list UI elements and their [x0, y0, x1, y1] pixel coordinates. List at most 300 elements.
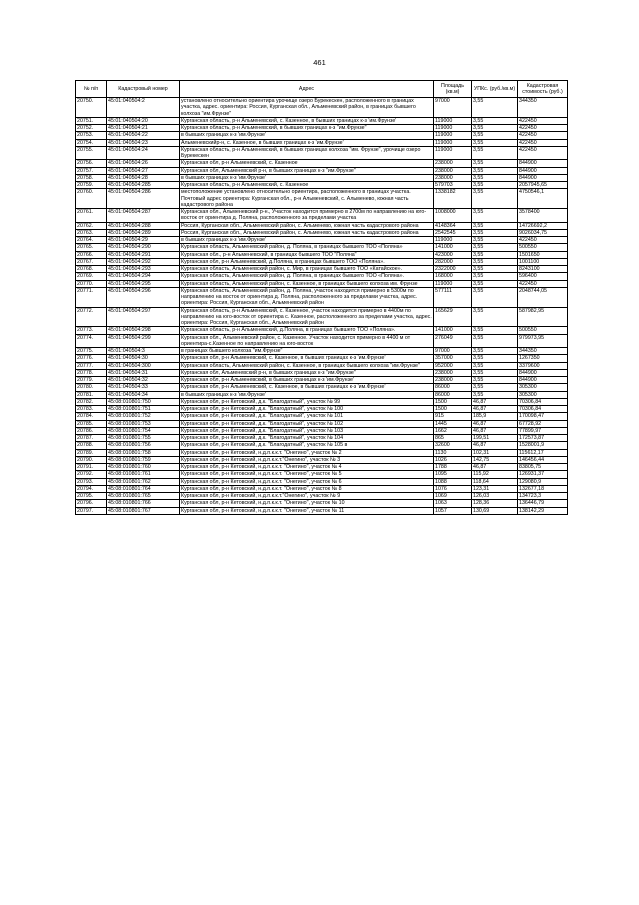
address-cell: Россия, Курганская обл., Альменевский район, с. Альменево, южная часть кадастрового района	[180, 222, 434, 229]
cost-cell: 305300	[518, 391, 568, 398]
cost-cell: 844900	[518, 160, 568, 167]
upks-cell: 142,75	[472, 456, 518, 463]
table-row	[76, 464, 568, 471]
table-row	[76, 384, 568, 391]
address-cell: Курганская область, р-н Альменевский, с. Казенное, в бывших границах к-з 'им.Фрунзе'	[180, 117, 434, 124]
header-cost: Кадастровая стоимость (руб.)	[518, 81, 568, 98]
row-num-cell: 20759.	[76, 182, 107, 189]
address-cell: Курганская область, Альменевский район, д. Поляна, в границах бывшего ТОО «Поляна».	[180, 273, 434, 280]
cadastral-number-cell: 45:01:040504:287	[107, 209, 180, 223]
area-cell: 1026	[434, 456, 472, 463]
address-cell: в бывших границах к-з 'им.Фрунзе'	[180, 237, 434, 244]
upks-cell: 3,55	[472, 287, 518, 307]
table-row	[76, 362, 568, 369]
row-num-cell: 20790.	[76, 456, 107, 463]
table-row	[76, 287, 568, 307]
row-num-cell: 20793.	[76, 478, 107, 485]
upks-cell: 3,55	[472, 384, 518, 391]
cost-cell: 67728,92	[518, 420, 568, 427]
cadastral-number-cell: 45:01:040504:299	[107, 334, 180, 348]
row-num-cell: 20770.	[76, 280, 107, 287]
cadastral-number-cell: 45:01:040504:285	[107, 182, 180, 189]
upks-cell: 46,87	[472, 442, 518, 449]
cost-cell: 2048744,05	[518, 287, 568, 307]
table-row	[76, 471, 568, 478]
upks-cell: 3,55	[472, 369, 518, 376]
row-num-cell: 20760.	[76, 189, 107, 209]
table-row	[76, 493, 568, 500]
upks-cell: 3,55	[472, 146, 518, 160]
row-num-cell: 20772.	[76, 307, 107, 327]
upks-cell: 3,55	[472, 209, 518, 223]
table-row	[76, 355, 568, 362]
cost-cell: 8243100	[518, 266, 568, 273]
area-cell: 97000	[434, 98, 472, 118]
row-num-cell: 20778.	[76, 369, 107, 376]
cadastral-number-cell: 45:01:040504:3	[107, 348, 180, 355]
cadastral-number-cell: 45:08:010801:765	[107, 493, 180, 500]
upks-cell: 3,55	[472, 189, 518, 209]
area-cell: 1057	[434, 507, 472, 514]
address-cell: Курганская обл, р-н Кетовский, д.к. "Благодатный", участок № 99	[180, 398, 434, 405]
cost-cell: 136446,79	[518, 500, 568, 507]
cost-cell: 129080,9	[518, 478, 568, 485]
cost-cell: 146456,44	[518, 456, 568, 463]
cadastral-number-cell: 45:01:040504:20	[107, 117, 180, 124]
address-cell: Курганская область, Альменевский район, д. Поляна, в границах бывшего ТОО «Поляна»	[180, 244, 434, 251]
area-cell: 579703	[434, 182, 472, 189]
table-row	[76, 244, 568, 251]
table-row	[76, 442, 568, 449]
cost-cell: 83805,75	[518, 464, 568, 471]
upks-cell: 3,55	[472, 117, 518, 124]
cadastral-number-cell: 45:08:010801:753	[107, 420, 180, 427]
address-cell: Курганская обл, р-н Альменевский, с. Казенное, в бывших границах к-з 'им.Фрунзе'	[180, 355, 434, 362]
upks-cell: 3,55	[472, 377, 518, 384]
cadastral-number-cell: 45:01:040504:296	[107, 287, 180, 307]
row-num-cell: 20773.	[76, 327, 107, 334]
row-num-cell: 20777.	[76, 362, 107, 369]
cost-cell: 344350	[518, 348, 568, 355]
upks-cell: 118,64	[472, 478, 518, 485]
table-row	[76, 500, 568, 507]
address-cell: Курганская область, Альменевский район, с. Мир, в границах бывшего ТОО «Катайское».	[180, 266, 434, 273]
cadastral-number-cell: 45:01:040504:23	[107, 139, 180, 146]
table-row	[76, 485, 568, 492]
cadastral-number-cell: 45:01:040504:289	[107, 229, 180, 236]
upks-cell: 3,55	[472, 273, 518, 280]
header-address: Адрес	[180, 81, 434, 98]
area-cell: 165629	[434, 307, 472, 327]
address-cell: Курганская обл, р-н Кетовский, д.к. "Благодатный", участок № 105 в	[180, 442, 434, 449]
address-cell: Курганская обл, р-н Кетовский, н.д.п.к.к.т. "Онегино", участок № 10	[180, 500, 434, 507]
cadastral-number-cell: 45:01:040504:21	[107, 125, 180, 132]
table-row	[76, 266, 568, 273]
address-cell: Курганская обл, р-н Альменевский, в бывших границах к-з 'им.Фрунзе'	[180, 377, 434, 384]
row-num-cell: 20783.	[76, 406, 107, 413]
area-cell: 1069	[434, 493, 472, 500]
cadastral-number-cell: 45:01:040504:286	[107, 189, 180, 209]
cost-cell: 3379600	[518, 362, 568, 369]
header-upks: УПКс. (руб./кв.м)	[472, 81, 518, 98]
table-row	[76, 334, 568, 348]
row-num-cell: 20762.	[76, 222, 107, 229]
cadastral-number-cell: 45:08:010801:761	[107, 471, 180, 478]
upks-cell: 123,31	[472, 485, 518, 492]
row-num-cell: 20763.	[76, 229, 107, 236]
table-row	[76, 98, 568, 118]
area-cell: 1130	[434, 449, 472, 456]
row-num-cell: 20797.	[76, 507, 107, 514]
area-cell: 1095	[434, 471, 472, 478]
cadastral-number-cell: 45:01:040504:293	[107, 266, 180, 273]
row-num-cell: 20792.	[76, 471, 107, 478]
upks-cell: 3,55	[472, 132, 518, 139]
area-cell: 119000	[434, 280, 472, 287]
table-row	[76, 369, 568, 376]
cost-cell: 422450	[518, 280, 568, 287]
row-num-cell: 20796.	[76, 500, 107, 507]
header-area: Площадь (кв.м)	[434, 81, 472, 98]
cadastral-number-cell: 45:01:040504:297	[107, 307, 180, 327]
table-row	[76, 435, 568, 442]
row-num-cell: 20751.	[76, 117, 107, 124]
area-cell: 119000	[434, 146, 472, 160]
cost-cell: 1501650	[518, 251, 568, 258]
cadastral-number-cell: 45:01:040504:300	[107, 362, 180, 369]
cost-cell: 1001100	[518, 258, 568, 265]
address-cell: Курганская обл, р-н Кетовский, д.к. "Благодатный", участок № 103	[180, 427, 434, 434]
area-cell: 141000	[434, 244, 472, 251]
area-cell: 97000	[434, 348, 472, 355]
upks-cell: 3,55	[472, 258, 518, 265]
upks-cell: 3,55	[472, 167, 518, 174]
cost-cell: 132677,18	[518, 485, 568, 492]
row-num-cell: 20782.	[76, 398, 107, 405]
table-row	[76, 507, 568, 514]
area-cell: 119000	[434, 117, 472, 124]
address-cell: Курганская обл, р-н Кетовский, д.к. "Благодатный", участок № 101	[180, 413, 434, 420]
table-row	[76, 413, 568, 420]
upks-cell: 46,87	[472, 420, 518, 427]
page-number: 461	[313, 58, 326, 67]
cadastral-number-cell: 45:08:010801:751	[107, 406, 180, 413]
upks-cell: 3,55	[472, 355, 518, 362]
row-num-cell: 20779.	[76, 377, 107, 384]
address-cell: Курганская область, Альменевский район, с. Казенное, в границах бывшего колхоза "им.Фрунзе"	[180, 362, 434, 369]
table-row	[76, 146, 568, 160]
cadastral-number-cell: 45:01:040504:290	[107, 244, 180, 251]
row-num-cell: 20750.	[76, 98, 107, 118]
table-row	[76, 377, 568, 384]
row-num-cell: 20781.	[76, 391, 107, 398]
row-num-cell: 20785.	[76, 420, 107, 427]
upks-cell: 3,55	[472, 237, 518, 244]
area-cell: 119000	[434, 132, 472, 139]
upks-cell: 115,92	[472, 471, 518, 478]
row-num-cell: 20774.	[76, 334, 107, 348]
table-row	[76, 406, 568, 413]
address-cell: Курганская обл., Альменевский район, с. Казенное. Участок находится примерно в 4400 м от ориентира-с.Казенное по направлению на юго-восток	[180, 334, 434, 348]
cadastral-number-cell: 45:01:040504:288	[107, 222, 180, 229]
row-num-cell: 20766.	[76, 251, 107, 258]
table-row	[76, 307, 568, 327]
address-cell: Курганская область, р-н Альменевский, с. Казенное, участок находится примерно в 4400м по направлению на юго-восток от ориентира с. Казенное, расположенного за пределами участка, адрес. ориентира: Россия, Курганская обл., Альменевский район	[181, 307, 432, 326]
area-cell: 1788	[434, 464, 472, 471]
upks-cell: 3,55	[472, 280, 518, 287]
row-num-cell: 20786.	[76, 427, 107, 434]
address-cell: Курганская область, Альменевский район, д. Поляна, участок находится примерно в 5300м по направлению на восток от ориентира д. Поляна, расположенного за пределами участка, адрес. ориентира: Россия, Курганская обл., Альменевский район	[180, 287, 434, 307]
row-num-cell: 20791.	[76, 464, 107, 471]
row-num-cell: 20788.	[76, 442, 107, 449]
cadastral-number-cell: 45:01:040504:34	[107, 391, 180, 398]
table-body	[76, 98, 568, 515]
row-num-cell: 20771.	[76, 287, 107, 307]
cost-cell: 596400	[518, 273, 568, 280]
address-cell: Курганская обл, р-н Кетовский, д.к. "Благодатный", участок № 102	[180, 420, 434, 427]
address-cell: местоположение установлено относительно ориентира, расположенного в границах участка. Почтовый адрес ориентира: Курганская обл., р-н Альменевский, с. Альменево, южная часть кадастрового района	[180, 189, 434, 209]
cadastral-number-cell: 45:01:040504:291	[107, 251, 180, 258]
cadastral-number-cell: 45:01:040504:29	[107, 237, 180, 244]
address-cell: Курганская обл, р-н Кетовский, н.д.п.к.к.т. "Онегино", участок № 11	[180, 507, 434, 514]
area-cell: 1063	[434, 500, 472, 507]
header-num: № п/п	[76, 81, 107, 98]
upks-cell: 3,55	[472, 251, 518, 258]
area-cell: 119000	[434, 125, 472, 132]
cost-cell: 126931,37	[518, 471, 568, 478]
cadastral-number-cell: 45:08:010801:756	[107, 442, 180, 449]
table-row	[76, 327, 568, 334]
row-num-cell: 20758.	[76, 174, 107, 181]
address-cell: Курганская обл, р-н Кетовский, н.д.п.к.к.т. "Онегино", участок № 5	[180, 471, 434, 478]
address-cell: Курганская обл., Альменевский р-н., Участок находится примерно в 2700м по направлению на юго-восток от ориентира д. Поляна, расположенного за пределами участка	[180, 209, 434, 223]
address-cell: Курганская обл, р-н Кетовский, н.д.п.к.к.т. "Онегино", участок № 2	[180, 449, 434, 456]
cadastral-number-cell: 45:01:040504:30	[107, 355, 180, 362]
area-cell: 2322000	[434, 266, 472, 273]
cadastral-number-cell: 45:01:040504:294	[107, 273, 180, 280]
table-row	[76, 258, 568, 265]
row-num-cell: 20767.	[76, 258, 107, 265]
upks-cell: 3,55	[472, 139, 518, 146]
cost-cell: 1267350	[518, 355, 568, 362]
cadastral-number-cell: 45:01:040504:24	[107, 146, 180, 160]
header-cadastral-number: Кадастровый номер	[107, 81, 180, 98]
table-row	[76, 251, 568, 258]
upks-cell: 128,36	[472, 500, 518, 507]
row-num-cell: 20768.	[76, 266, 107, 273]
upks-cell: 3,55	[472, 391, 518, 398]
area-cell: 1500	[434, 406, 472, 413]
address-cell: Россия, Курганская обл., Альменевский район, с. Альменево, южная часть кадастрового района	[180, 229, 434, 236]
table-row	[76, 139, 568, 146]
table-row	[76, 189, 568, 209]
area-cell: 32600	[434, 442, 472, 449]
address-cell: Курганская обл, р-н Кетовский, н.д.п.к.к.т. "Онегино", участок № 4	[180, 464, 434, 471]
area-cell: 86000	[434, 384, 472, 391]
cost-cell: 14726692,2	[518, 222, 568, 229]
table-row	[76, 348, 568, 355]
row-num-cell: 20754.	[76, 139, 107, 146]
row-num-cell: 20769.	[76, 273, 107, 280]
area-cell: 865	[434, 435, 472, 442]
address-cell: Курганская обл, р-н Альменевский, с. Казенное	[180, 160, 434, 167]
table-row	[76, 117, 568, 124]
table-row	[76, 391, 568, 398]
area-cell: 238000	[434, 160, 472, 167]
area-cell: 2542545	[434, 229, 472, 236]
cadastral-number-cell: 45:08:010801:750	[107, 398, 180, 405]
address-cell: Курганская обл, Альменевский р-н, в бывших границах к-з "им.Фрунзе"	[180, 167, 434, 174]
cost-cell: 70306,84	[518, 398, 568, 405]
upks-cell: 3,55	[472, 222, 518, 229]
upks-cell: 3,55	[472, 327, 518, 334]
cadastral-number-cell: 45:01:040504:33	[107, 384, 180, 391]
upks-cell: 3,55	[472, 307, 518, 327]
address-cell: в границах бывшего колхоза "им.Фрунзе"	[180, 348, 434, 355]
area-cell: 282000	[434, 258, 472, 265]
area-cell: 423000	[434, 251, 472, 258]
cadastral-number-cell: 45:01:040504:26	[107, 160, 180, 167]
address-cell: Курганская обл, р-н Кетовский, н.д.п.к.к.т. "Онегино", участок № 6	[180, 478, 434, 485]
area-cell: 238000	[434, 377, 472, 384]
cadastral-number-cell: 45:01:040504:22	[107, 132, 180, 139]
cost-cell: 422450	[518, 139, 568, 146]
address-cell: Курганская обл., р-н Альменевский, в границах бывшего ТОО "Поляна"	[180, 251, 434, 258]
table-row	[76, 273, 568, 280]
cost-cell: 422450	[518, 146, 568, 160]
table-header-row	[76, 81, 568, 98]
cost-cell: 170098,47	[518, 413, 568, 420]
upks-cell: 3,55	[472, 125, 518, 132]
row-num-cell: 20752.	[76, 125, 107, 132]
table-row	[76, 222, 568, 229]
table-row	[76, 229, 568, 236]
cost-cell: 1528001,9	[518, 442, 568, 449]
cadastral-number-cell: 45:01:040504:31	[107, 369, 180, 376]
table-row	[76, 237, 568, 244]
row-num-cell: 20784.	[76, 413, 107, 420]
cost-cell: 422450	[518, 117, 568, 124]
area-cell: 238000	[434, 369, 472, 376]
area-cell: 952000	[434, 362, 472, 369]
table-row	[76, 449, 568, 456]
address-cell: Курганская обл, р-н Альменевский, д.Поляна, в границах бывшего ТОО «Поляна».	[180, 258, 434, 265]
area-cell: 915	[434, 413, 472, 420]
table-row	[76, 132, 568, 139]
area-cell: 119000	[434, 139, 472, 146]
table-row	[76, 280, 568, 287]
table-row	[76, 427, 568, 434]
cadastral-number-cell: 45:08:010801:767	[107, 507, 180, 514]
upks-cell: 46,87	[472, 398, 518, 405]
cadastral-number-cell: 45:08:010801:758	[107, 449, 180, 456]
address-cell: в бывших границах к-з 'им.Фрунзе'	[180, 391, 434, 398]
area-cell: 86000	[434, 391, 472, 398]
area-cell: 1076	[434, 485, 472, 492]
table-row	[76, 174, 568, 181]
address-cell: в бывших границах к-з 'им.Фрунзе'	[180, 174, 434, 181]
row-num-cell: 20761.	[76, 209, 107, 223]
address-cell: Курганская область, р-н Альменевский, в бывших границах колхоза "им. Фрунзе", урочище озеро Бурекескен	[180, 146, 434, 160]
cost-cell: 70306,84	[518, 406, 568, 413]
address-cell: Курганская область, р-н Альменевский, в бывших границах к-з "им.Фрунзе"	[180, 125, 434, 132]
upks-cell: 185,9	[472, 413, 518, 420]
cost-cell: 422450	[518, 237, 568, 244]
address-cell: Курганская область, Альменевский район, с. Казенное, в границах бывшего колхоза им. Фрунзе	[180, 280, 434, 287]
address-cell: Курганская область, р-н Альменевский, д.Поляна, в границах бывшего ТОО «Поляна».	[180, 327, 434, 334]
cadastral-number-cell: 45:01:040504:295	[107, 280, 180, 287]
cost-cell: 344350	[518, 98, 568, 118]
table-row	[76, 182, 568, 189]
address-cell: установлено относительно ориентира урочище озеро Бурекескен, расположенного в границах участка, адрес. ориентира: Россия, Курганская обл., Альменевский район, в границах бывшего колхоза "им.Фрунзе"	[180, 98, 434, 118]
upks-cell: 3,55	[472, 348, 518, 355]
cost-cell: 979973,95	[518, 334, 568, 348]
cadastral-number-cell: 45:08:010801:762	[107, 478, 180, 485]
cost-cell: 9026034,75	[518, 229, 568, 236]
cost-cell: 844900	[518, 369, 568, 376]
upks-cell: 46,87	[472, 464, 518, 471]
table-row	[76, 420, 568, 427]
row-num-cell: 20755.	[76, 146, 107, 160]
area-cell: 1445	[434, 420, 472, 427]
cadastral-number-cell: 45:01:040504:298	[107, 327, 180, 334]
table-row	[76, 167, 568, 174]
row-num-cell: 20789.	[76, 449, 107, 456]
cost-cell: 422450	[518, 132, 568, 139]
row-num-cell: 20765.	[76, 244, 107, 251]
area-cell: 4148364	[434, 222, 472, 229]
row-num-cell: 20780.	[76, 384, 107, 391]
area-cell: 238000	[434, 167, 472, 174]
table-row	[76, 478, 568, 485]
cadastral-number-cell: 45:08:010801:755	[107, 435, 180, 442]
cost-cell: 844900	[518, 377, 568, 384]
cadastral-number-cell: 45:08:010801:752	[107, 413, 180, 420]
area-cell: 1088	[434, 478, 472, 485]
cost-cell: 138142,29	[518, 507, 568, 514]
cadastral-number-cell: 45:08:010801:759	[107, 456, 180, 463]
cadastral-number-cell: 45:01:040504:292	[107, 258, 180, 265]
cadastral-number-cell: 45:01:040504:28	[107, 174, 180, 181]
upks-cell: 130,69	[472, 507, 518, 514]
upks-cell: 102,31	[472, 449, 518, 456]
address-cell: Курганская обл, р-н Кетовский, н.д.п.к.к.т."Онегино", участок № 9	[180, 493, 434, 500]
row-num-cell: 20764.	[76, 237, 107, 244]
row-num-cell: 20757.	[76, 167, 107, 174]
row-num-cell: 20753.	[76, 132, 107, 139]
upks-cell: 3,55	[472, 182, 518, 189]
area-cell: 238000	[434, 174, 472, 181]
area-cell: 1500	[434, 398, 472, 405]
area-cell: 168000	[434, 273, 472, 280]
cost-cell: 3578400	[518, 209, 568, 223]
cost-cell: 500550	[518, 327, 568, 334]
address-cell: в бывших границах к-з 'им.Фрунзе'	[180, 132, 434, 139]
cost-cell: 844900	[518, 167, 568, 174]
table-row	[76, 456, 568, 463]
table-row	[76, 398, 568, 405]
row-num-cell: 20794.	[76, 485, 107, 492]
area-cell: 357000	[434, 355, 472, 362]
cost-cell: 305300	[518, 384, 568, 391]
address-cell: Курганская обл, р-н Кетовский, д.к. "Благодатный", участок № 100	[180, 406, 434, 413]
cadastral-number-cell: 45:08:010801:764	[107, 485, 180, 492]
area-cell: 577111	[434, 287, 472, 307]
address-cell: Альменевскийр-н, с. Казенное, в бывших границах к-з 'им.Фрунзе'	[180, 139, 434, 146]
cadastral-value-table	[75, 80, 568, 515]
row-num-cell: 20787.	[76, 435, 107, 442]
cost-cell: 844900	[518, 174, 568, 181]
